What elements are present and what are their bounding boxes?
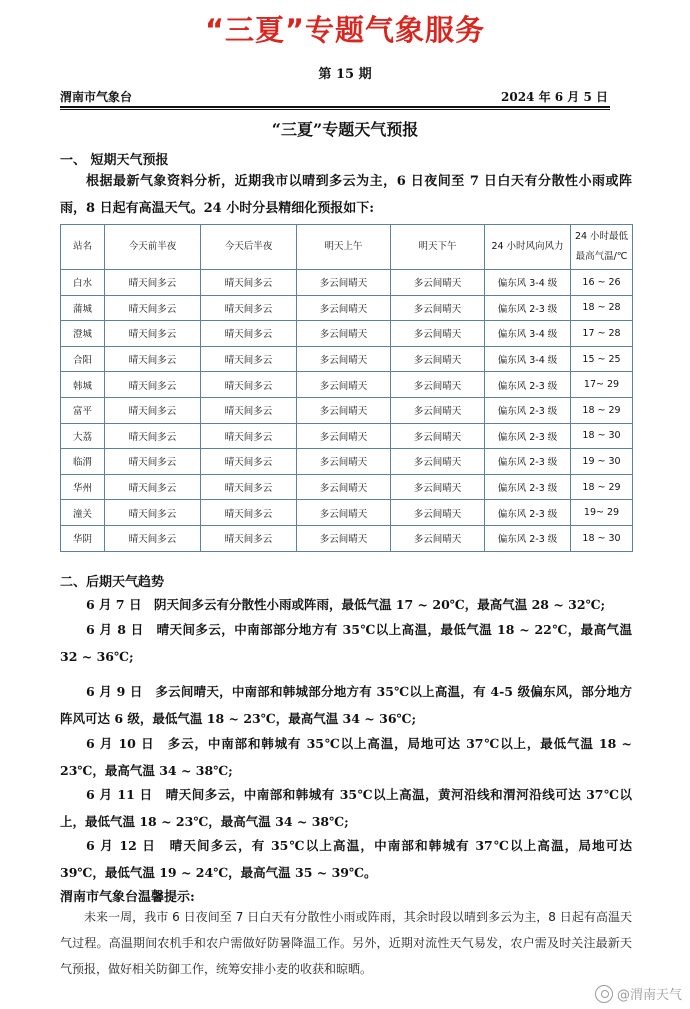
document-title: “三夏”专题天气预报 [271, 120, 419, 139]
table-cell: 偏东风 2-3 级 [485, 474, 571, 500]
table-cell: 多云间晴天 [391, 372, 485, 398]
table-cell: 晴天间多云 [105, 423, 201, 449]
table-cell: 晴天间多云 [105, 321, 201, 347]
table-row [61, 449, 633, 475]
table-cell: 多云间晴天 [297, 397, 391, 423]
table-cell: 多云间晴天 [297, 474, 391, 500]
table-cell: 16 ~ 26 [571, 270, 633, 296]
table-cell: 白水 [61, 270, 105, 296]
table-cell: 华阴 [61, 525, 105, 551]
table-cell: 合阳 [61, 346, 105, 372]
table-cell: 晴天间多云 [201, 397, 297, 423]
weibo-logo-icon [595, 985, 613, 1003]
table-cell: 偏东风 2-3 级 [485, 397, 571, 423]
table-cell: 晴天间多云 [201, 423, 297, 449]
table-cell: 澄城 [61, 321, 105, 347]
table-cell: 多云间晴天 [297, 500, 391, 526]
table-cell: 多云间晴天 [391, 321, 485, 347]
table-row [61, 397, 633, 423]
table-cell: 潼关 [61, 500, 105, 526]
table-cell: 晴天间多云 [201, 295, 297, 321]
table-cell: 晴天间多云 [105, 449, 201, 475]
table-row [61, 295, 633, 321]
table-header-cell: 今天后半夜 [201, 225, 297, 270]
table-cell: 临渭 [61, 449, 105, 475]
table-cell: 18 ~ 29 [571, 474, 633, 500]
table-cell: 偏东风 2-3 级 [485, 423, 571, 449]
table-cell: 韩城 [61, 372, 105, 398]
table-header-cell: 24 小时最低 最高气温/℃ [571, 225, 633, 270]
table-cell: 18 ~ 30 [571, 525, 633, 551]
table-cell: 晴天间多云 [105, 525, 201, 551]
table-cell: 15 ~ 25 [571, 346, 633, 372]
issue-number: 第 15 期 [318, 67, 372, 82]
org-date-row [60, 88, 608, 106]
table-cell: 晴天间多云 [201, 525, 297, 551]
table-cell: 多云间晴天 [391, 397, 485, 423]
table-cell: 多云间晴天 [297, 372, 391, 398]
table-row [61, 270, 633, 296]
table-cell: 晴天间多云 [105, 270, 201, 296]
table-header-row [61, 225, 633, 270]
table-row [61, 423, 633, 449]
table-header-cell: 今天前半夜 [105, 225, 201, 270]
section-2-heading: 二、后期天气趋势 [60, 575, 165, 590]
table-cell: 多云间晴天 [297, 346, 391, 372]
table-row [61, 321, 633, 347]
table-cell: 晴天间多云 [105, 500, 201, 526]
table-header-cell: 明天下午 [391, 225, 485, 270]
table-cell: 18 ~ 30 [571, 423, 633, 449]
table-cell: 多云间晴天 [391, 474, 485, 500]
forecast-day-jun8: 6 月 8 日 晴天间多云，中南部部分地方有 35℃以上高温，最低气温 18 ~ 22℃，最高气温 32 ~ 36℃; [60, 622, 632, 664]
table-cell: 晴天间多云 [105, 295, 201, 321]
table-row [61, 474, 633, 500]
table-cell: 偏东风 3-4 级 [485, 270, 571, 296]
table-cell: 19~ 29 [571, 500, 633, 526]
table-cell: 晴天间多云 [201, 346, 297, 372]
watermark-text: @渭南天气 [616, 988, 682, 1003]
table-cell: 多云间晴天 [297, 295, 391, 321]
section-1-heading: 一、 短期天气预报 [60, 153, 169, 168]
table-header-cell: 明天上午 [297, 225, 391, 270]
table-cell: 偏东风 2-3 级 [485, 500, 571, 526]
watermark [595, 984, 682, 1006]
table-row [61, 500, 633, 526]
table-header-cell: 24 小时风向风力 [485, 225, 571, 270]
table-cell: 偏东风 2-3 级 [485, 295, 571, 321]
table-cell: 17~ 29 [571, 372, 633, 398]
table-cell: 多云间晴天 [391, 295, 485, 321]
table-cell: 18 ~ 28 [571, 295, 633, 321]
header-rule-thin [60, 109, 610, 110]
table-cell: 偏东风 2-3 级 [485, 372, 571, 398]
table-cell: 晴天间多云 [105, 474, 201, 500]
masthead-title: “三夏”专题气象服务 [204, 13, 486, 47]
table-cell: 多云间晴天 [391, 449, 485, 475]
table-cell: 多云间晴天 [391, 346, 485, 372]
table-cell: 多云间晴天 [297, 423, 391, 449]
forecast-day-jun7: 6 月 7 日 阴天间多云有分散性小雨或阵雨，最低气温 17 ~ 20℃，最高气温 28 ~ 32℃; [86, 597, 606, 612]
section-1-intro: 根据最新气象资料分析，近期我市以晴到多云为主，6 日夜间至 7 日白天有分散性小雨或阵雨，8 日起有高温天气。24 小时分县精细化预报如下: [60, 174, 632, 216]
table-cell: 多云间晴天 [297, 449, 391, 475]
table-cell: 偏东风 2-3 级 [485, 525, 571, 551]
table-cell: 晴天间多云 [201, 449, 297, 475]
table-cell: 晴天间多云 [201, 372, 297, 398]
table-row [61, 525, 633, 551]
table-cell: 多云间晴天 [391, 500, 485, 526]
table-cell: 偏东风 3-4 级 [485, 346, 571, 372]
table-cell: 晴天间多云 [201, 321, 297, 347]
table-body [61, 270, 633, 552]
table-cell: 华州 [61, 474, 105, 500]
table-cell: 17 ~ 28 [571, 321, 633, 347]
table-cell: 多云间晴天 [297, 525, 391, 551]
table-header-cell: 站名 [61, 225, 105, 270]
table-cell: 富平 [61, 397, 105, 423]
table-cell: 18 ~ 29 [571, 397, 633, 423]
table-cell: 多云间晴天 [391, 525, 485, 551]
table-cell: 多云间晴天 [391, 423, 485, 449]
table-row [61, 346, 633, 372]
forecast-day-jun11: 6 月 11 日 晴天间多云，中南部和韩城有 35℃以上高温，黄河沿线和渭河沿线可达 37℃以上，最低气温 18 ~ 23℃，最高气温 34 ~ 38℃; [60, 787, 632, 829]
table-cell: 偏东风 2-3 级 [485, 449, 571, 475]
table-cell: 晴天间多云 [105, 397, 201, 423]
forecast-table [60, 224, 633, 552]
table-cell: 晴天间多云 [105, 346, 201, 372]
table-cell: 蒲城 [61, 295, 105, 321]
table-cell: 晴天间多云 [201, 270, 297, 296]
tips-text: 未来一周，我市 6 日夜间至 7 日白天有分散性小雨或阵雨，其余时段以晴到多云为主，8 日起有高温天气过程。高温期间农机手和农户需做好防暑降温工作。另外，近期对流性天气易发，农户需及时关注最新天气预报，做好相关防御工作，统筹安排小麦的收获和晾晒。 [60, 910, 632, 976]
table-cell: 多云间晴天 [297, 270, 391, 296]
forecast-day-jun9: 6 月 9 日 多云间晴天，中南部和韩城部分地方有 35℃以上高温，有 4-5 级偏东风，部分地方阵风可达 6 级，最低气温 18 ~ 23℃，最高气温 34 ~ 36℃; [60, 684, 632, 726]
table-cell: 19 ~ 30 [571, 449, 633, 475]
table-cell: 大荔 [61, 423, 105, 449]
forecast-day-jun10: 6 月 10 日 多云，中南部和韩城有 35℃以上高温，局地可达 37℃以上，最低气温 18 ~ 23℃，最高气温 34 ~ 38℃; [60, 736, 632, 778]
issue-date: 2024 年 6 月 5 日 [501, 90, 608, 104]
table-row [61, 372, 633, 398]
table-cell: 晴天间多云 [201, 474, 297, 500]
header-rule-thick [60, 106, 610, 108]
table-cell: 多云间晴天 [297, 321, 391, 347]
table-cell: 多云间晴天 [391, 270, 485, 296]
tips-heading: 渭南市气象台温馨提示: [60, 890, 195, 905]
issuing-org: 渭南市气象台 [60, 90, 133, 104]
table-cell: 晴天间多云 [201, 500, 297, 526]
table-cell: 晴天间多云 [105, 372, 201, 398]
forecast-day-jun12: 6 月 12 日 晴天间多云，有 35℃以上高温，中南部和韩城有 37℃以上高温，局地可达 39℃，最低气温 19 ~ 24℃，最高气温 35 ~ 39℃。 [60, 838, 632, 880]
table-cell: 偏东风 3-4 级 [485, 321, 571, 347]
